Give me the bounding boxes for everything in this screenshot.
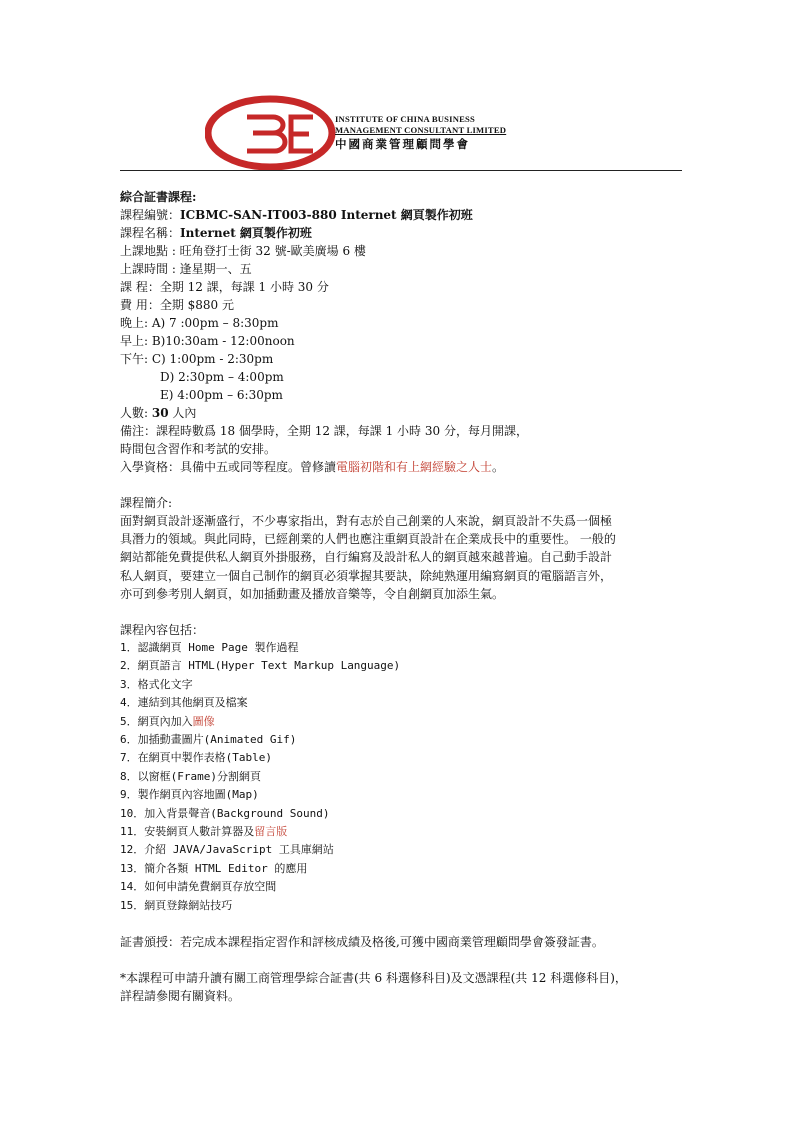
schedule-morning: 早上: B)10:30am - 12:00noon — [120, 334, 295, 348]
logo-en-line1: INSTITUTE OF CHINA BUSINESS — [335, 114, 475, 124]
schedule-afternoon-d: D) 2:30pm – 4:00pm — [160, 370, 284, 384]
course-name-value: Internet 網頁製作初班 — [180, 226, 312, 240]
list-item: 1．認識網頁 Home Page 製作過程 — [120, 641, 299, 655]
course-name-label: 課程名稱： — [120, 226, 181, 240]
list-item: 7．在網頁中製作表格(Table) — [120, 751, 272, 765]
course-time: 上課時間 : 逢星期一、五 — [120, 262, 252, 276]
note-line-2: 詳程請參閱有關資料。 — [120, 989, 241, 1004]
intro-line: 亦可到參考別人網頁，如加插動畫及播放音樂等，令自創網頁加添生氣。 — [120, 586, 505, 601]
capacity-value: 30 — [151, 406, 169, 420]
contents-list — [120, 639, 680, 915]
schedule-afternoon-e: E) 4:00pm – 6:30pm — [160, 388, 283, 402]
list-item: 14．如何申請免費網頁存放空間 — [120, 880, 277, 894]
course-code — [120, 206, 680, 224]
entry-prefix: 入學資格：具備中五或同等程度。曾修讀 — [120, 460, 337, 474]
list-item: 9．製作網頁內容地圖(Map) — [120, 788, 259, 802]
entry-suffix: 。 — [492, 460, 505, 474]
note-line-1: *本課程可申請升讀有關工商管理學綜合証書(共 6 科選修科目)及文憑課程(共 12 科選修科目)， — [120, 971, 627, 986]
intro-line: 具潛力的領域。與此同時，已經創業的人們也應注重網頁設計在企業成長中的重要性。 一般的 — [120, 532, 616, 547]
entry-requirement — [120, 458, 680, 476]
list-item: 15．網頁登錄網站技巧 — [120, 898, 233, 912]
course-heading: 綜合証書課程: — [120, 190, 197, 204]
logo-en-line2: MANAGEMENT CONSULTANT LIMITED — [335, 124, 507, 135]
list-item: 3．格式化文字 — [120, 677, 193, 691]
institute-logo — [205, 95, 605, 175]
schedule-evening: 晚上: A) 7 :00pm – 8:30pm — [120, 316, 279, 330]
course-fee: 費 用：全期 $880 元 — [120, 298, 234, 312]
entry-highlight: 電腦初階和有上網經驗之人士 — [336, 460, 493, 474]
intro-line: 面對網頁設計逐漸盛行，不少專家指出，對有志於自己創業的人來說，網頁設計不失爲一個極 — [120, 514, 613, 528]
list-item: 6．加插動畫圖片(Animated Gif) — [120, 733, 297, 747]
course-remark-2: 時間包含習作和考試的安排。 — [120, 442, 277, 456]
certificate-statement: 証書頒授：若完成本課程指定習作和評核成績及格後,可獲中國商業管理顧問學會簽發証書。 — [120, 935, 604, 950]
course-remark-1: 備注：課程時數爲 18 個學時，全期 12 課，每課 1 小時 30 分，每月開課， — [120, 424, 528, 438]
intro-paragraph — [120, 512, 680, 603]
capacity-suffix: 人內 — [168, 406, 197, 420]
intro-line: 私人網頁，要建立一個自己制作的網頁必須掌握其要訣，除純熟運用編寫網頁的電腦語言外， — [120, 568, 613, 583]
list-item: 13．簡介各類 HTML Editor 的應用 — [120, 861, 308, 875]
document-body — [120, 188, 680, 1005]
list-item: 10．加入背景聲音(Background Sound) — [120, 806, 330, 820]
course-capacity — [120, 404, 680, 422]
logo-english-name — [335, 114, 506, 135]
capacity-label: 人數: — [120, 406, 152, 420]
course-lessons: 課 程：全期 12 課，每課 1 小時 30 分 — [120, 280, 329, 294]
logo-chinese-name: 中國商業管理顧問學會 — [335, 137, 470, 151]
course-name — [120, 224, 680, 242]
list-item: 8．以窗框(Frame)分割網頁 — [120, 769, 261, 783]
schedule-afternoon-c: 下午: C) 1:00pm - 2:30pm — [120, 352, 274, 366]
intro-line: 網站都能免費提供私人網頁外掛服務，自行編寫及設計私人的網頁越來越普遍。自己動手設計 — [120, 550, 613, 565]
course-code-value: ICBMC-SAN-IT003-880 Internet 網頁製作初班 — [180, 208, 473, 222]
header-divider — [120, 170, 682, 171]
list-item: 2．網頁語言 HTML(Hyper Text Markup Language) — [120, 659, 401, 673]
list-item: 11．安裝網頁人數計算器及留言版 — [120, 825, 288, 839]
list-item: 4．連結到其他網頁及檔案 — [120, 696, 248, 710]
course-code-label: 課程編號： — [120, 208, 181, 222]
list-item: 5．網頁內加入圖像 — [120, 714, 215, 728]
list-item: 12．介紹 JAVA/JavaScript 工具庫網站 — [120, 843, 334, 857]
intro-title: 課程簡介: — [120, 496, 173, 510]
course-location: 上課地點 : 旺角登打士街 32 號-歐美廣場 6 樓 — [120, 244, 366, 258]
contents-title: 課程內容包括： — [120, 623, 205, 638]
